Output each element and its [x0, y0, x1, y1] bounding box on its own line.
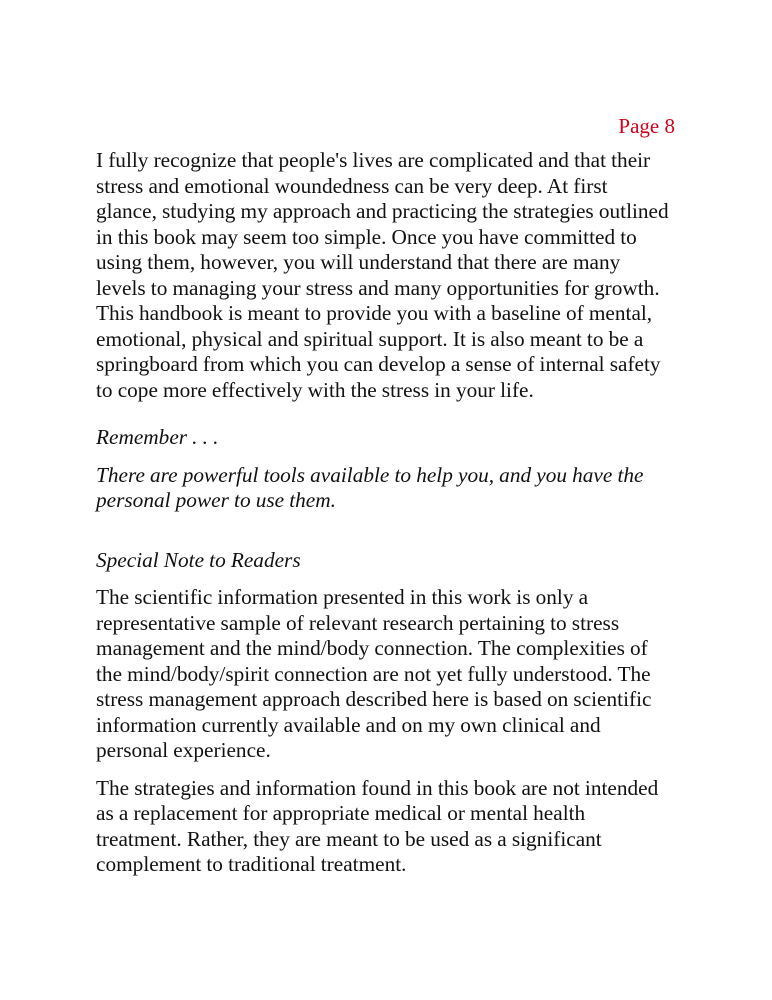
paragraph-line: springboard from which you can develop a sense of internal safety [96, 352, 661, 376]
treatment-disclaimer-paragraph [96, 776, 686, 878]
paragraph-line: levels to managing your stress and many opportunities for growth. [96, 275, 660, 300]
paragraph-line: as a replacement for appropriate medical or mental health [96, 801, 586, 825]
paragraph-line: stress and emotional woundedness can be very deep. At first [96, 173, 608, 198]
paragraph-line: management and the mind/body connection. The complexities of [96, 636, 648, 660]
paragraph-line: stress management approach described here is based on scientific [96, 687, 652, 711]
paragraph-line: I fully recognize that people's lives are complicated and that their [96, 148, 651, 172]
paragraph-line: treatment. Rather, they are meant to be used as a significant [96, 826, 602, 851]
paragraph-line: This handbook is meant to provide you with a baseline of mental, [96, 301, 653, 325]
paragraph-line: the mind/body/spirit connection are not yet fully understood. The [96, 661, 651, 686]
scientific-info-paragraph [96, 585, 686, 764]
paragraph-line: The strategies and information found in this book are not intended [96, 775, 659, 800]
remember-heading: Remember . . . [96, 425, 219, 449]
paragraph-line: in this book may seem too simple. Once you have committed to [96, 224, 637, 249]
quote-line: There are powerful tools available to help you, and you have the [96, 462, 644, 487]
page-content [96, 148, 686, 878]
paragraph-line: The scientific information presented in this work is only a [96, 585, 589, 609]
paragraph-line: using them, however, you will understand that there are many [96, 250, 621, 274]
intro-paragraph [96, 148, 686, 403]
special-note-heading: Special Note to Readers [96, 547, 301, 572]
page-number: Page 8 [618, 114, 675, 138]
remember-quote [96, 463, 686, 514]
paragraph-line: to cope more effectively with the stress in your life. [96, 377, 534, 402]
paragraph-line: complement to traditional treatment. [96, 852, 407, 876]
paragraph-line: information currently available and on my own clinical and [96, 712, 601, 737]
paragraph-line: emotional, physical and spiritual support. It is also meant to be a [96, 326, 644, 351]
paragraph-line: personal experience. [96, 738, 271, 762]
paragraph-line: glance, studying my approach and practicing the strategies outlined [96, 199, 669, 223]
paragraph-line: representative sample of relevant research pertaining to stress [96, 610, 620, 635]
quote-line: personal power to use them. [96, 488, 336, 512]
